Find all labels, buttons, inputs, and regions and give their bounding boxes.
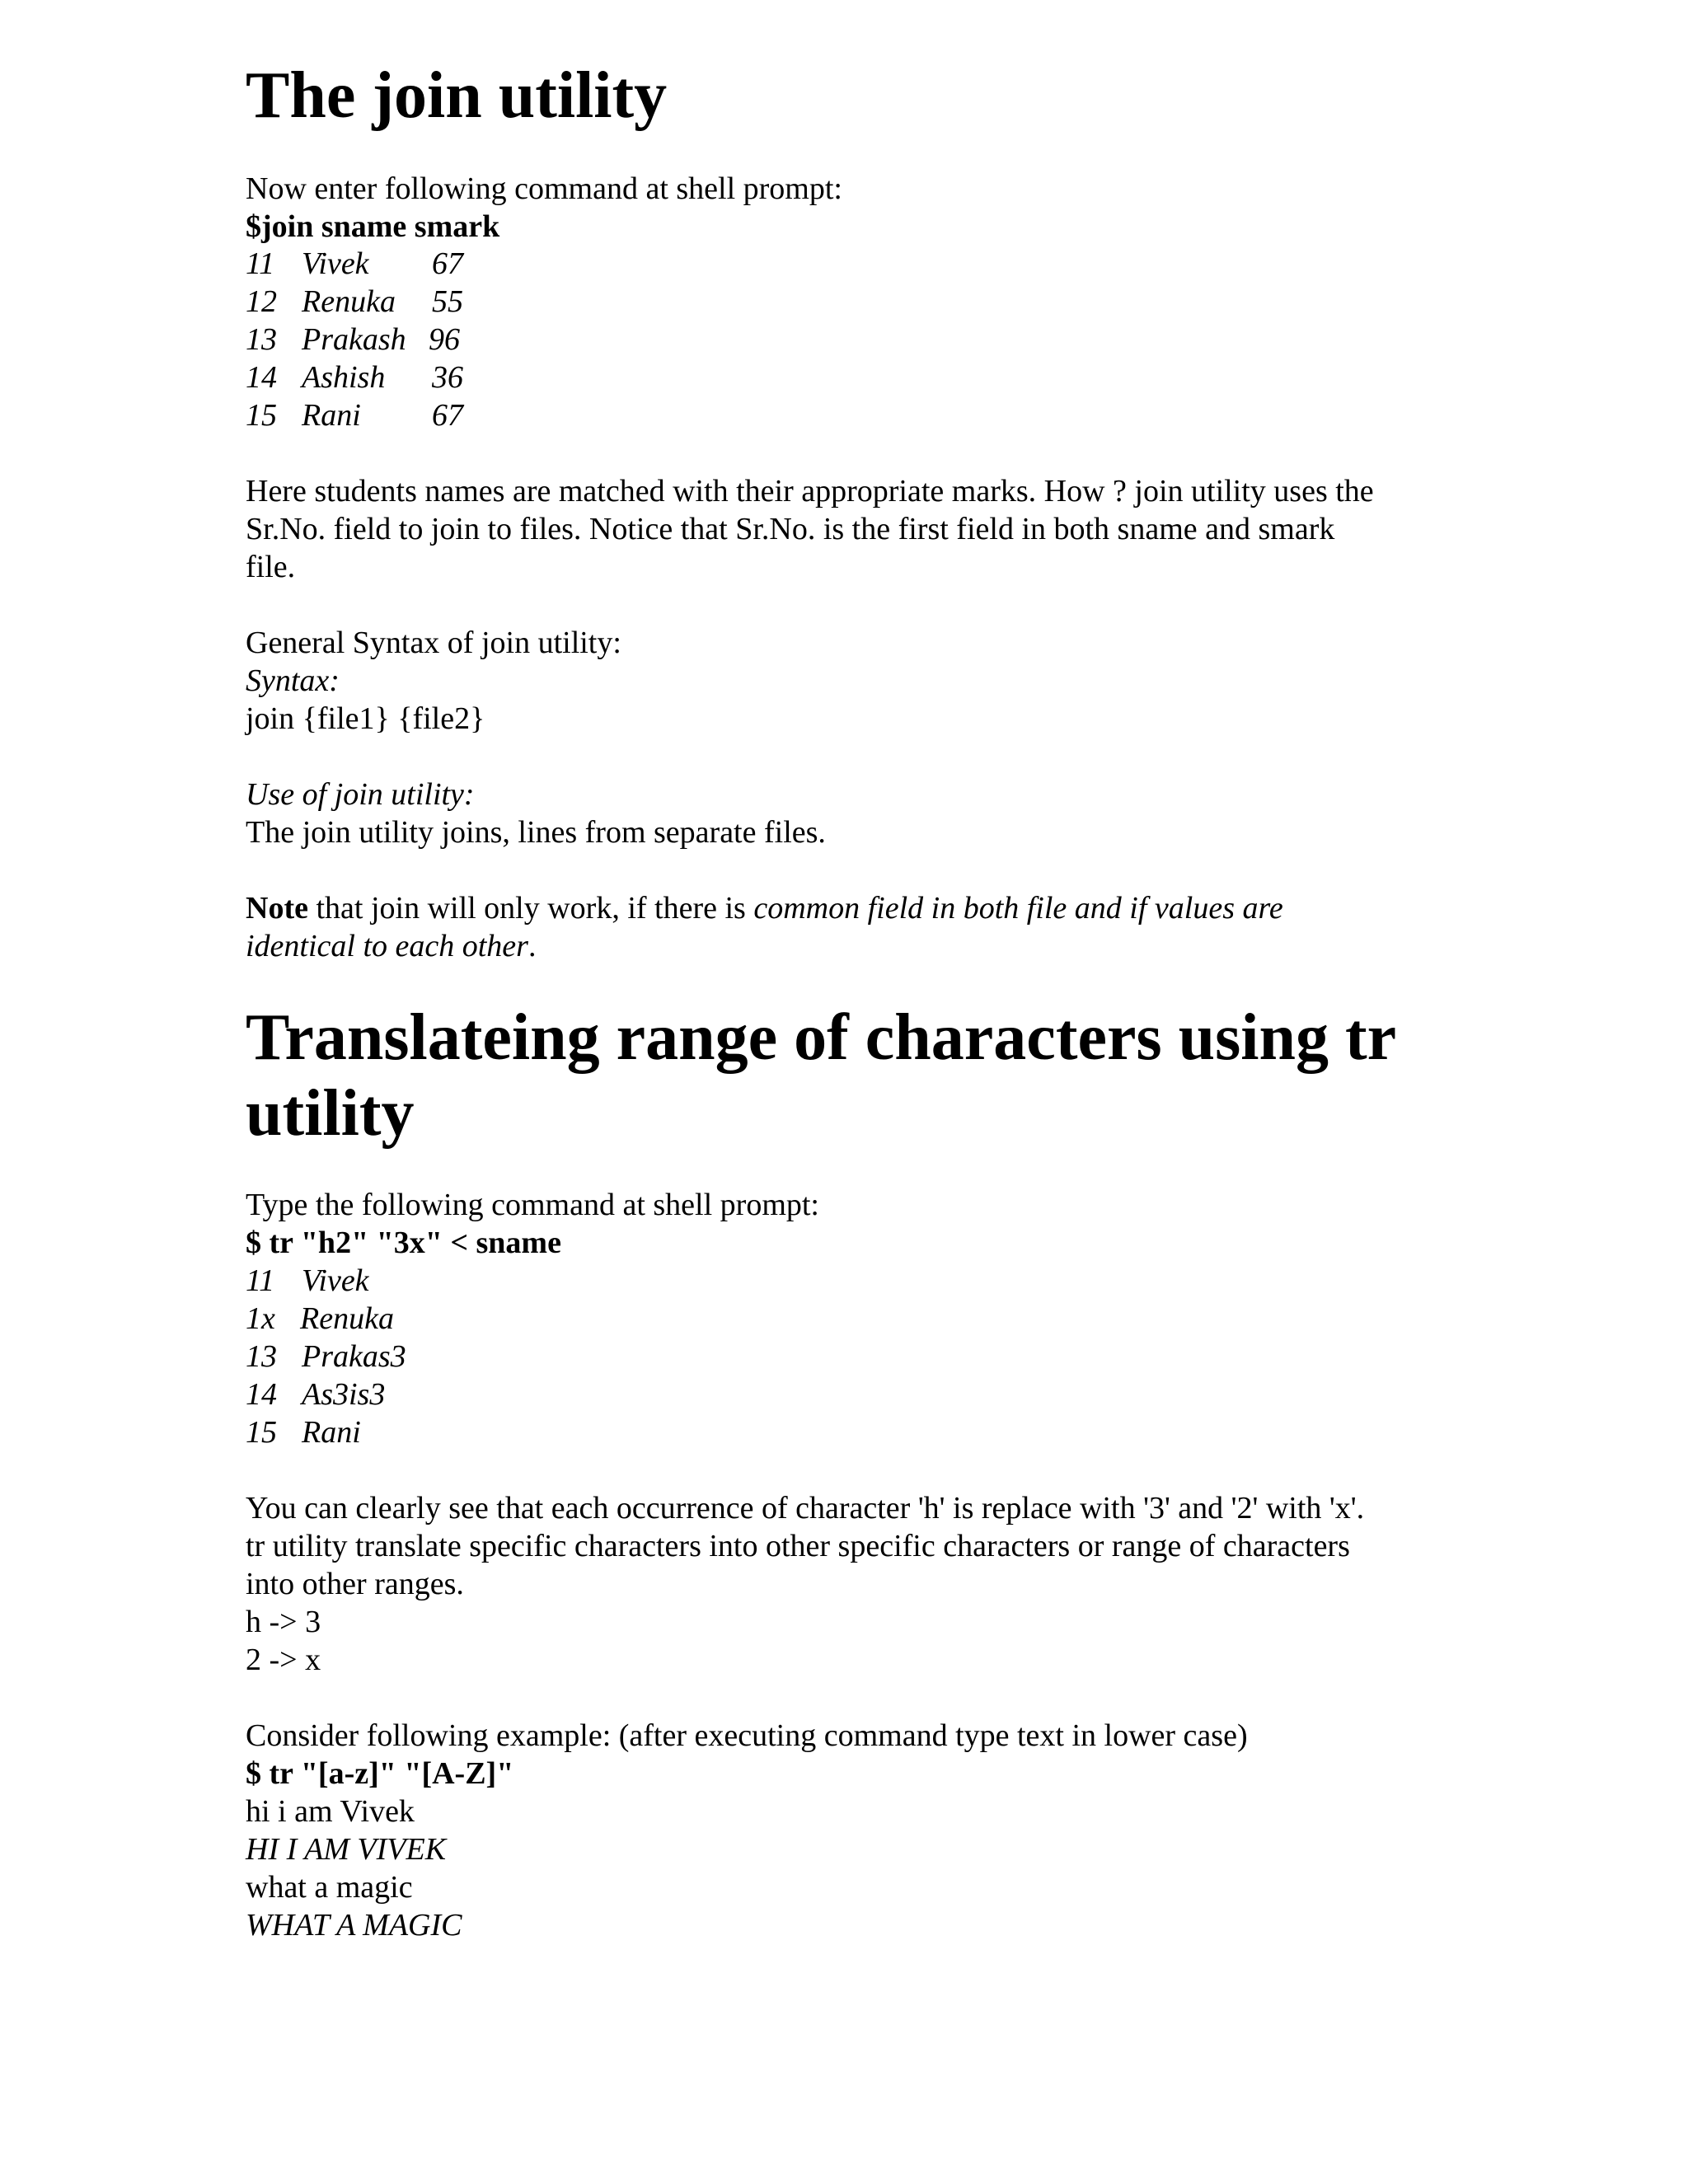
note-italic: common field in both file and if values are [753, 891, 1283, 926]
tr-mapping: h -> 3 [246, 1605, 321, 1639]
row-mark: 36 [432, 360, 463, 395]
row-name: Vivek [302, 1263, 369, 1298]
row-name: Prakas3 [302, 1339, 406, 1374]
note-line-2 [246, 927, 536, 965]
join-explanation-line: file. [246, 550, 296, 584]
row-sr: 14 [246, 360, 277, 395]
note-text: that join will only work, if there is [307, 891, 754, 926]
example-input: what a magic [246, 1870, 413, 1905]
example-output: HI I AM VIVEK [246, 1832, 447, 1867]
row-name: Rani [302, 1415, 361, 1450]
row-name: Ashish [302, 360, 386, 395]
example-command: $ tr "[a-z]" "[A-Z]" [246, 1756, 514, 1791]
use-label: Use of join utility: [246, 777, 475, 812]
join-command: $join sname smark [246, 209, 500, 244]
row-sr: 13 [246, 1339, 277, 1374]
example-intro: Consider following example: (after executing command type text in lower case) [246, 1718, 1248, 1753]
tr-explanation-line: tr utility translate specific characters into other specific characters or range of characters [246, 1529, 1350, 1563]
tr-command: $ tr "h2" "3x" < sname [246, 1226, 561, 1260]
heading-tr-utility-line1: Translateing range of characters using tr [246, 1001, 1397, 1074]
row-mark: 96 [429, 322, 460, 357]
example-output: WHAT A MAGIC [246, 1908, 462, 1943]
tr-explanation-line: into other ranges. [246, 1567, 464, 1601]
note-italic: identical to each other [246, 929, 528, 963]
row-sr: 11 [246, 1263, 275, 1298]
heading-tr-utility-line2: utility [246, 1077, 415, 1150]
note-line [246, 889, 1283, 927]
join-explanation-line: Sr.No. field to join to files. Notice that Sr.No. is the first field in both sname and smark [246, 512, 1335, 546]
note-end: . [528, 929, 537, 963]
example-input: hi i am Vivek [246, 1794, 415, 1829]
join-explanation-line: Here students names are matched with their appropriate marks. How ? join utility uses the [246, 474, 1374, 509]
note-bold: Note [246, 891, 308, 926]
row-name: Prakash [302, 322, 406, 357]
use-text: The join utility joins, lines from separate files. [246, 815, 826, 850]
row-mark: 67 [432, 398, 463, 433]
row-sr: 12 [246, 284, 277, 319]
row-name: As3is3 [302, 1377, 386, 1412]
row-mark: 55 [432, 284, 463, 319]
row-sr: 15 [246, 1415, 277, 1450]
join-intro: Now enter following command at shell prompt: [246, 171, 842, 206]
row-name: Renuka [302, 284, 396, 319]
tr-explanation-line: You can clearly see that each occurrence of character 'h' is replace with '3' and '2' with 'x'. [246, 1491, 1365, 1526]
heading-join-utility: The join utility [246, 59, 668, 132]
tr-mapping: 2 -> x [246, 1643, 321, 1677]
row-sr: 15 [246, 398, 277, 433]
syntax-text: join {file1} {file2} [246, 701, 485, 736]
tr-intro: Type the following command at shell prompt: [246, 1188, 819, 1222]
syntax-label: Syntax: [246, 663, 340, 698]
row-name: Vivek [302, 246, 369, 281]
row-sr: 14 [246, 1377, 277, 1412]
row-sr: 1x [246, 1301, 275, 1336]
row-name: Renuka [300, 1301, 394, 1336]
row-name: Rani [302, 398, 361, 433]
row-mark: 67 [432, 246, 463, 281]
general-syntax-label: General Syntax of join utility: [246, 626, 621, 660]
row-sr: 11 [246, 246, 275, 281]
row-sr: 13 [246, 322, 277, 357]
